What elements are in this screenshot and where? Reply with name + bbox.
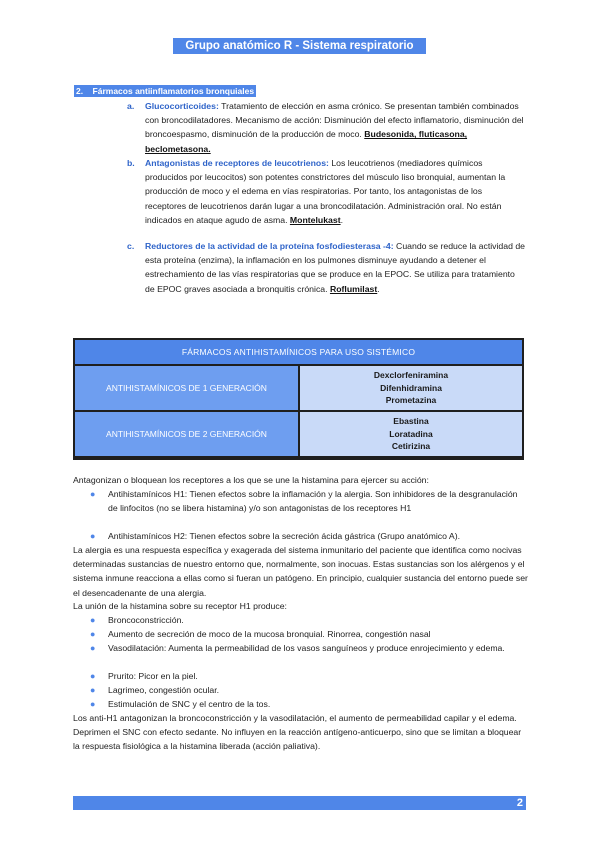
drug-name: Cetirizina bbox=[391, 441, 431, 452]
section-number: 2. bbox=[76, 86, 84, 96]
bullet-icon: ● bbox=[90, 643, 96, 653]
subsection-b bbox=[127, 156, 525, 227]
subsection-text: Tratamiento de elección en asma crónico. Se presentan también combinados con broncodilatadores. Mecanismo de acción: Disminución del efecto inflamatorio, disminución del broncoespasmo, disminución de la producción de moco. bbox=[145, 101, 524, 140]
drug-name: Prometazina bbox=[385, 395, 437, 406]
subsection-term: Antagonistas de receptores de leucotrienos: bbox=[145, 158, 329, 168]
list-item-text: Antihistamínicos H2: Tienen efectos sobre la secreción ácida gástrica (Grupo anatómico A). bbox=[108, 531, 461, 541]
drug-name: Ebastina bbox=[393, 416, 429, 427]
subsection-after: . bbox=[340, 214, 344, 225]
subsection-text: Los leucotrienos (mediadores químicos producidos por leucocitos) son potentes constrictores del músculo liso bronquial, aumentan la producción de moco y el edema en vías respiratorias. Por tanto, los antagonistas de los receptores de leucotrienos darán lugar a una broncodilatación. Administración oral. No están indicados en ataque agudo de asma. bbox=[145, 158, 506, 225]
subsection-text: Cuando se reduce la actividad de esta proteína (enzima), la inflamación en los pulmones disminuye ayudando a detener el estrechamiento de las vías respiratorias que se produce en la EPOC. Se utiliza para tratamiento de EPOC graves asociada a bronquitis crónica. bbox=[145, 241, 526, 294]
list-item-text: Lagrimeo, congestión ocular. bbox=[108, 685, 220, 695]
list-item-text: Broncoconstricción. bbox=[108, 615, 184, 625]
table-row-label: ANTIHISTAMÍNICOS DE 2 GENERACIÓN bbox=[75, 412, 298, 456]
drug-name: Difenhidramina bbox=[380, 382, 442, 393]
subsection-a bbox=[127, 99, 525, 156]
list-item-text: Antihistamínicos H1: Tienen efectos sobre la inflamación y la alergia. Son inhibidores de la desgranulación de linfocitos (no se libera histamina) y/o son antagonistas de los receptores H1 bbox=[108, 489, 518, 514]
bullet-icon: ● bbox=[90, 685, 96, 695]
h1-intro: La unión de la histamina sobre su receptor H1 produce: bbox=[73, 601, 287, 611]
bullet-icon: ● bbox=[90, 615, 96, 625]
table-row-drugs bbox=[300, 412, 522, 456]
allergy-paragraph: La alergia es una respuesta específica y exagerada del sistema inmunitario del paciente que identifica como nocivas determinadas sustancias de nuestro entorno que, normalmente, son inocuas. Estas sustancias son los alérgenos y el sistema inmune reacciona a ellas como si fueran un patógeno. En principio, cualquier sustancia del entorno puede ser el desencadenante de una alergia. bbox=[73, 545, 528, 598]
bullet-icon: ● bbox=[90, 671, 96, 681]
subsection-term: Glucocorticoides: bbox=[145, 101, 219, 111]
closing-paragraph: Los anti-H1 antagonizan la broncoconstricción y la vasodilatación, el aumento de permeabilidad capilar y el edema. Deprimen el SNC con efecto sedante. No influyen en la reacción antígeno-anticuerpo, sino que se limitan a bloquear la respuesta fisiológica a la histamina liberada (acción paliativa). bbox=[73, 713, 522, 752]
section-heading-text: Fármacos antiinflamatorios bronquiales bbox=[92, 86, 255, 96]
bullet-icon: ● bbox=[90, 699, 96, 709]
drug-name: Loratadina bbox=[389, 428, 433, 439]
table-row-drugs bbox=[300, 366, 522, 410]
list-item-text: Prurito: Picor en la piel. bbox=[108, 671, 198, 681]
list-item-text: Estimulación de SNC y el centro de la tos. bbox=[108, 699, 271, 709]
table-header: FÁRMACOS ANTIHISTAMÍNICOS PARA USO SISTÉMICO bbox=[75, 340, 522, 364]
bullet-icon: ● bbox=[90, 531, 96, 541]
list-item-text: Vasodilatación: Aumenta la permeabilidad de los vasos sanguíneos y produce enrojecimiento y edema. bbox=[108, 643, 505, 653]
subsection-letter: b. bbox=[127, 158, 135, 168]
subsection-drugs: Montelukast bbox=[289, 214, 341, 225]
subsection-term: Reductores de la actividad de la proteína fosfodiesterasa -4: bbox=[145, 241, 394, 251]
subsection-letter: c. bbox=[127, 241, 135, 251]
page-number: 2 bbox=[516, 797, 523, 809]
section-heading bbox=[74, 85, 256, 97]
subsection-drugs: Budesonida, fluticasona, beclometasona. bbox=[145, 129, 468, 154]
list-item-text: Aumento de secreción de moco de la mucosa bronquial. Rinorrea, congestión nasal bbox=[108, 629, 431, 639]
page-title: Grupo anatómico R - Sistema respiratorio bbox=[173, 38, 426, 54]
intro-paragraph: Antagonizan o bloquean los receptores a los que se une la histamina para ejercer su acción: bbox=[73, 475, 429, 485]
subsection-drugs: Roflumilast bbox=[329, 283, 378, 294]
bullet-icon: ● bbox=[90, 629, 96, 639]
subsection-after: . bbox=[377, 283, 380, 294]
drug-name: Dexclorfeniramina bbox=[373, 370, 449, 381]
bullet-icon: ● bbox=[90, 489, 96, 499]
subsection-letter: a. bbox=[127, 101, 135, 111]
antihistamines-table bbox=[73, 338, 524, 460]
footer-bar bbox=[73, 796, 526, 810]
subsection-c bbox=[127, 239, 526, 296]
table-row-label: ANTIHISTAMÍNICOS DE 1 GENERACIÓN bbox=[75, 366, 298, 410]
